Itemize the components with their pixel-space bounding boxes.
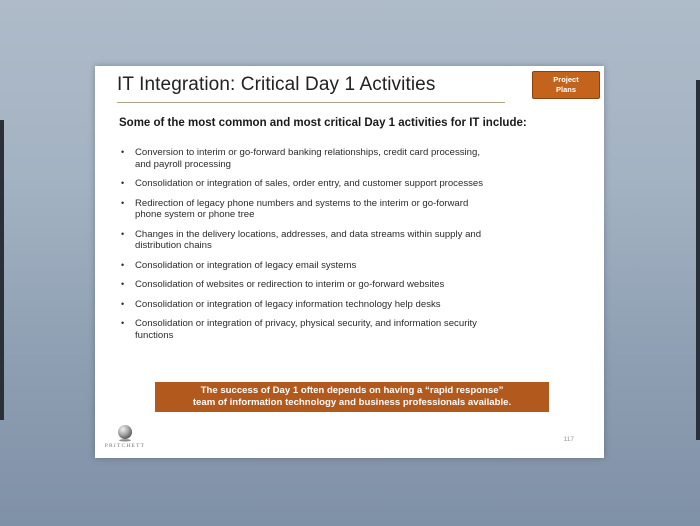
bullet-icon: • (121, 318, 125, 328)
activity-list (121, 147, 561, 349)
badge-line-1: Project (553, 75, 579, 84)
callout-line-2: team of information technology and business professionals available. (192, 397, 512, 408)
list-item-line-1: Consolidation or integration of sales, order entry, and customer support processes (135, 178, 484, 189)
bullet-icon: • (121, 298, 125, 309)
list-item (121, 260, 561, 272)
slide-title: IT Integration: Critical Day 1 Activities (117, 74, 436, 95)
list-item (121, 279, 561, 291)
callout-line-1: The success of Day 1 often depends on having a “rapid response” (200, 384, 504, 396)
list-item-line-2: distribution chains (135, 240, 212, 251)
badge-line-2: Plans (555, 85, 576, 94)
list-item-line-1: Conversion to interim or go-forward banking relationships, credit card processing, (135, 147, 481, 158)
title-divider (117, 102, 505, 103)
list-item-line-2: phone system or phone tree (135, 209, 255, 220)
list-item (121, 198, 561, 221)
wall-edge-left (0, 120, 4, 420)
bullet-icon: • (121, 259, 125, 270)
slide-subtitle: Some of the most common and most critical Day 1 activities for IT include: (119, 117, 527, 129)
list-item (121, 178, 561, 190)
bullet-icon: • (121, 279, 125, 289)
page-number: 117 (563, 436, 574, 443)
project-plans-badge (532, 71, 600, 99)
bullet-icon: • (121, 228, 125, 239)
success-callout (155, 382, 549, 412)
list-item (121, 229, 561, 252)
globe-logo-icon (116, 424, 134, 442)
list-item-line-1: Redirection of legacy phone numbers and systems to the interim or go-forward (135, 197, 469, 209)
bullet-icon: • (121, 147, 125, 157)
list-item (121, 147, 561, 170)
list-item-line-1: Consolidation or integration of legacy email systems (135, 259, 357, 271)
list-item-line-1: Consolidation or integration of legacy information technology help desks (135, 298, 441, 310)
logo-wordmark: PRITCHETT (104, 443, 146, 449)
pritchett-logo (103, 424, 147, 454)
list-item-line-2: and payroll processing (135, 158, 231, 170)
list-item-line-1: Consolidation of websites or redirection to interim or go-forward websites (135, 279, 445, 290)
list-item (121, 318, 561, 341)
list-item-line-2: functions (135, 329, 174, 341)
list-item-line-1: Consolidation or integration of privacy, physical security, and information security (135, 318, 477, 329)
wall-edge-right (696, 80, 700, 440)
list-item (121, 299, 561, 311)
list-item-line-1: Changes in the delivery locations, addresses, and data streams within supply and (135, 228, 482, 240)
presentation-slide (95, 66, 604, 458)
bullet-icon: • (121, 197, 125, 208)
bullet-icon: • (121, 178, 125, 188)
